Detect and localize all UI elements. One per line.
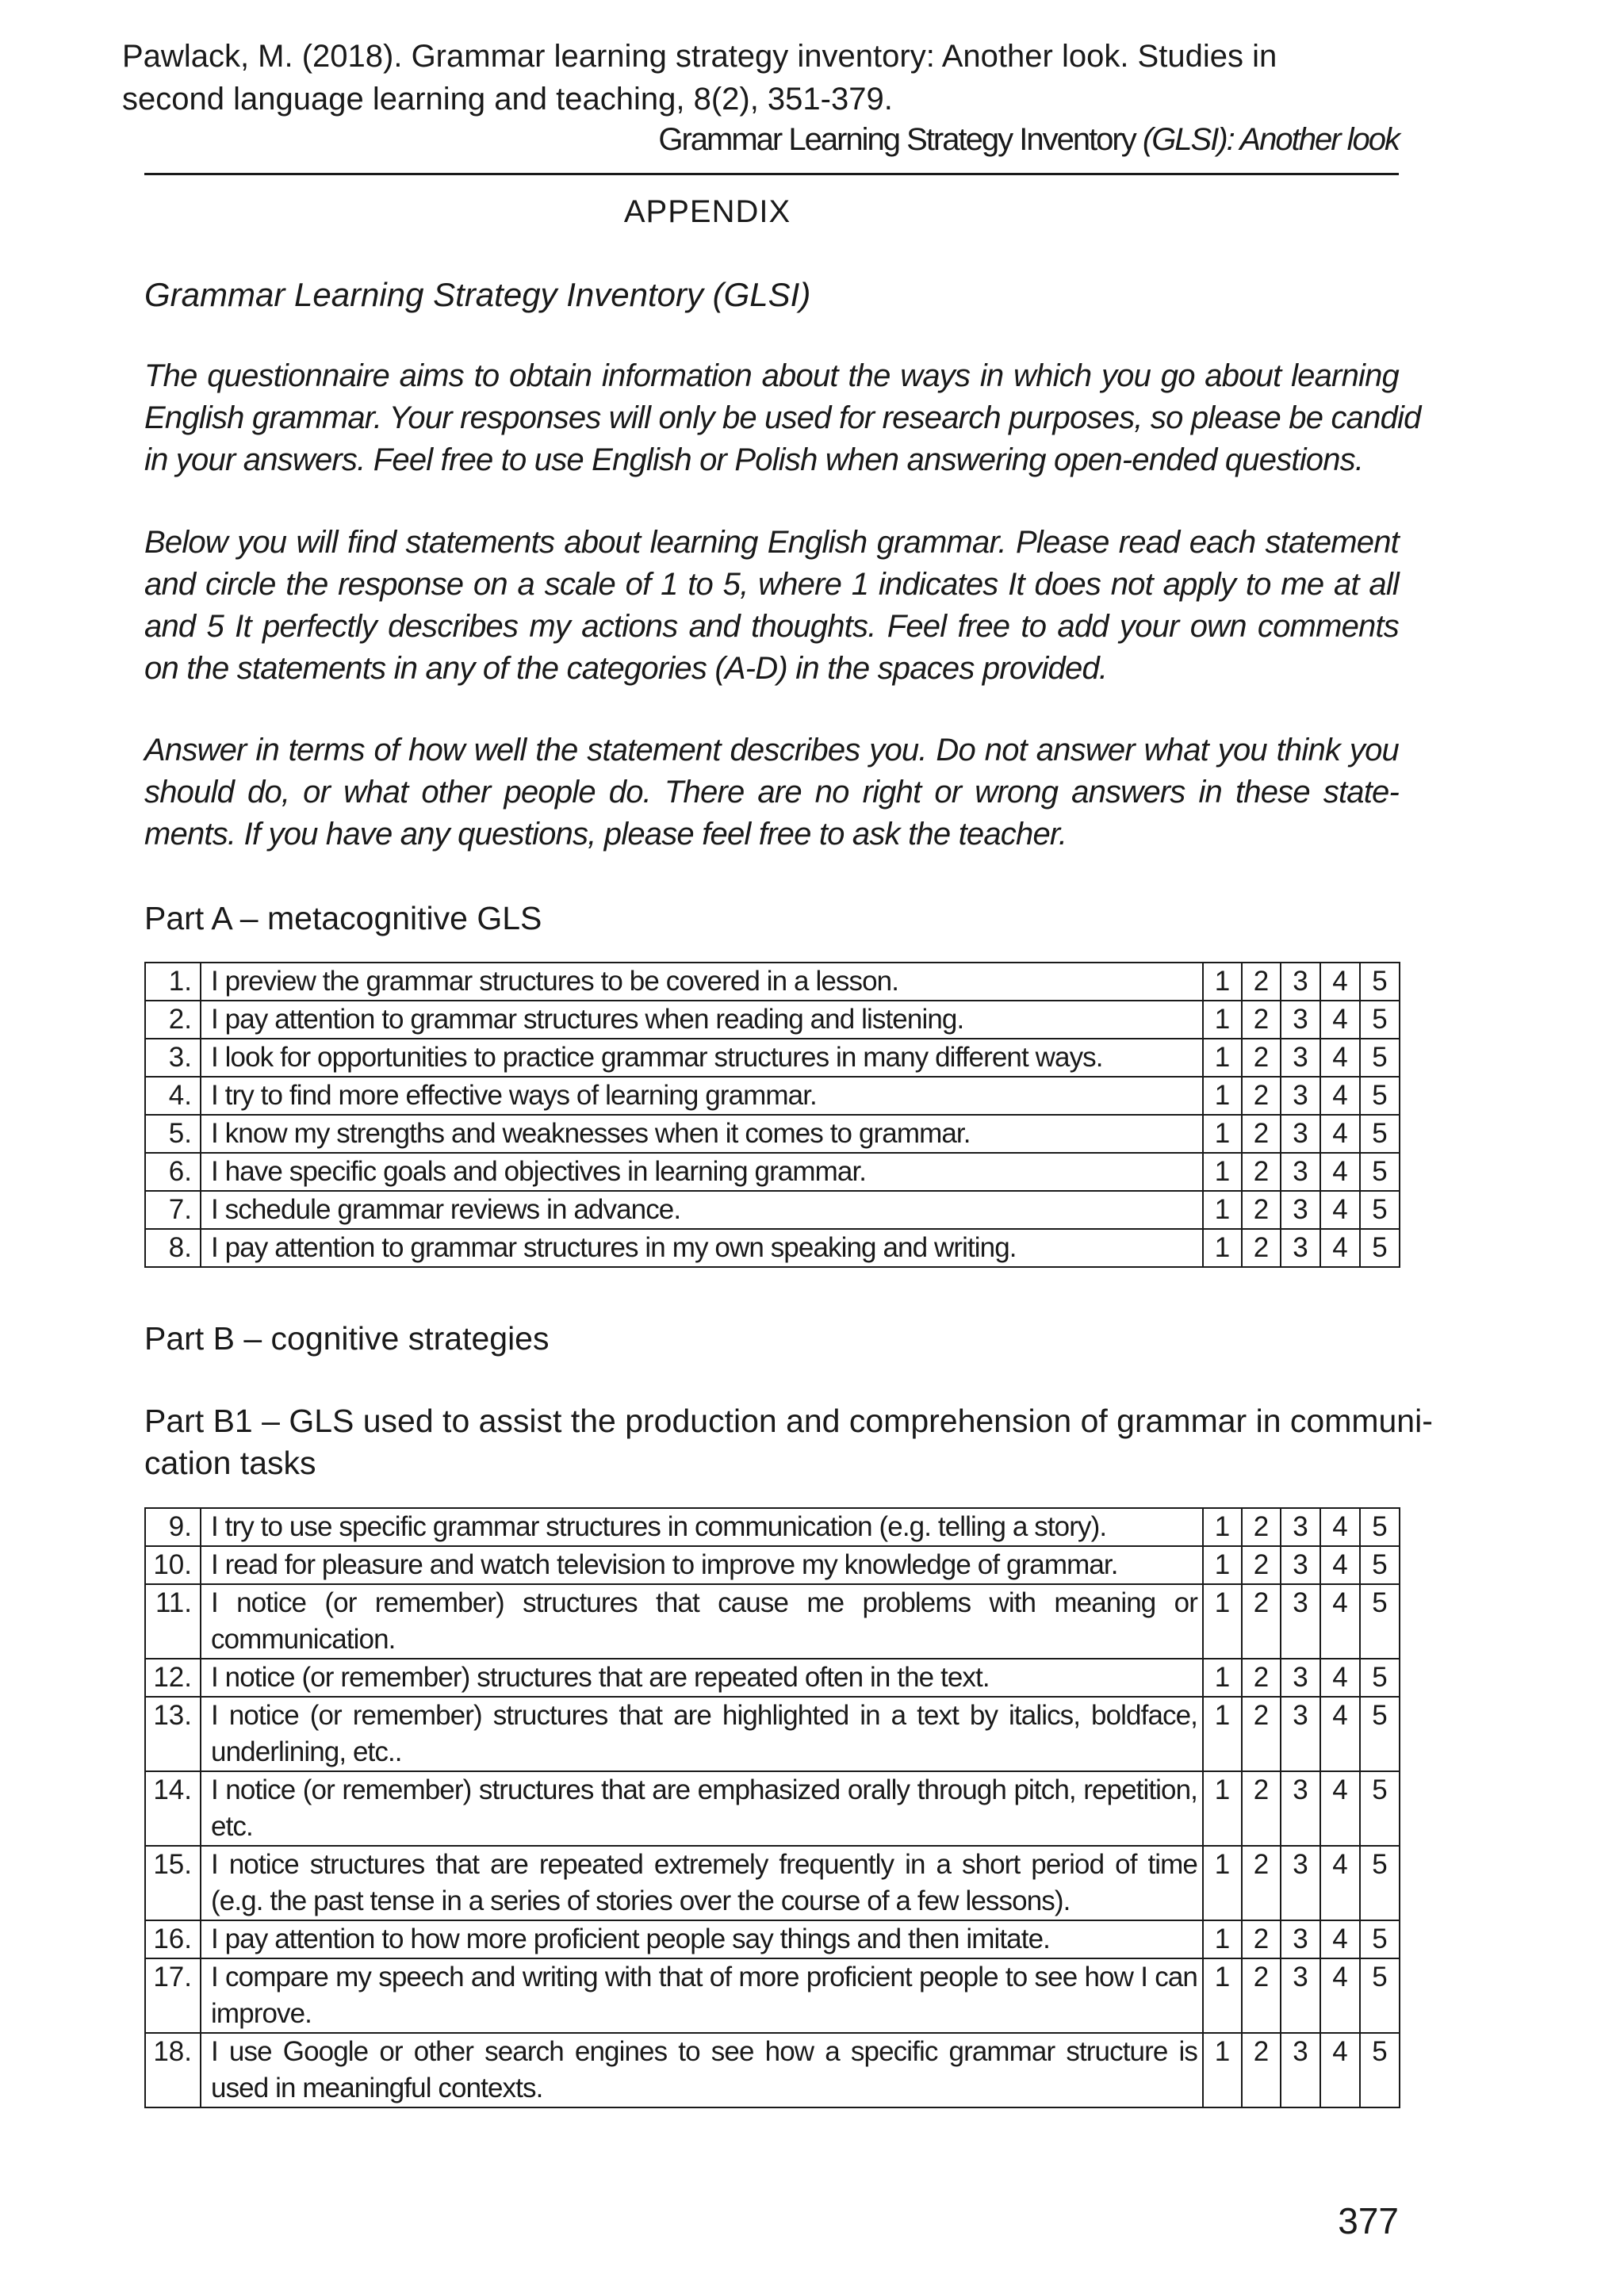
running-head: [658, 122, 1399, 158]
inventory-title: Grammar Learning Strategy Inventory (GLSI): [144, 276, 811, 313]
scale-option-1[interactable]: 1: [1203, 1846, 1242, 1920]
scale-option-5[interactable]: 5: [1360, 1958, 1400, 2033]
scale-option-3[interactable]: 3: [1281, 1153, 1320, 1191]
scale-option-5[interactable]: 5: [1360, 1771, 1400, 1846]
part-a-table: [144, 962, 1400, 1268]
intro-paragraph: [144, 355, 1421, 481]
scale-option-1[interactable]: 1: [1203, 1958, 1242, 2033]
statement-number: 8.: [145, 1229, 201, 1267]
statement-text: I pay attention to how more proficient people say things and then imitate.: [201, 1920, 1203, 1958]
scale-option-2[interactable]: 2: [1242, 1115, 1281, 1153]
scale-option-4[interactable]: 4: [1320, 1546, 1360, 1584]
scale-option-2[interactable]: 2: [1242, 1920, 1281, 1958]
statement-number: 14.: [145, 1771, 201, 1846]
running-head-title-italic: (GLSI): Another look: [1142, 122, 1399, 157]
paragraph-line: English grammar. Your responses will only be used for research purposes, so please be candid: [144, 400, 1421, 435]
scale-option-3[interactable]: 3: [1281, 2033, 1320, 2107]
paragraph-line: in your answers. Feel free to use English or Polish when answering open-ended questions.: [144, 442, 1364, 477]
scale-option-3[interactable]: 3: [1281, 1546, 1320, 1584]
scale-option-1[interactable]: 1: [1203, 2033, 1242, 2107]
scale-option-3[interactable]: 3: [1281, 1584, 1320, 1659]
part-b1-heading-line: cation tasks: [144, 1445, 316, 1481]
statement-text: I notice structures that are repeated extremely frequently in a short period of time (e.g. the past tense in a series of stories over the course of a few lessons).: [201, 1846, 1203, 1920]
scale-option-1[interactable]: 1: [1203, 1115, 1242, 1153]
scale-option-1[interactable]: 1: [1203, 1546, 1242, 1584]
paragraph-line: The questionnaire aims to obtain information about the ways in which you go about learning: [144, 358, 1399, 393]
scale-option-4[interactable]: 4: [1320, 1229, 1360, 1267]
scale-option-5[interactable]: 5: [1360, 1077, 1400, 1115]
scale-option-3[interactable]: 3: [1281, 963, 1320, 1001]
scale-option-5[interactable]: 5: [1360, 963, 1400, 1001]
scale-option-2[interactable]: 2: [1242, 963, 1281, 1001]
scale-option-3[interactable]: 3: [1281, 1508, 1320, 1546]
scale-option-3[interactable]: 3: [1281, 1191, 1320, 1229]
statement-row: [145, 1191, 1400, 1229]
scale-option-3[interactable]: 3: [1281, 1229, 1320, 1267]
scale-option-4[interactable]: 4: [1320, 963, 1360, 1001]
statement-text: I notice (or remember) structures that are emphasized orally through pitch, repetition, etc.: [201, 1771, 1203, 1846]
scale-option-3[interactable]: 3: [1281, 1659, 1320, 1697]
statement-row: [145, 1846, 1400, 1920]
statement-number: 12.: [145, 1659, 201, 1697]
scale-option-4[interactable]: 4: [1320, 1039, 1360, 1077]
scale-option-5[interactable]: 5: [1360, 1846, 1400, 1920]
scale-option-3[interactable]: 3: [1281, 1039, 1320, 1077]
scale-option-5[interactable]: 5: [1360, 1659, 1400, 1697]
scale-option-5[interactable]: 5: [1360, 1115, 1400, 1153]
statement-row: [145, 963, 1400, 1001]
statement-text: I notice (or remember) structures that are repeated often in the text.: [201, 1659, 1203, 1697]
part-b-heading: Part B – cognitive strategies: [144, 1320, 550, 1357]
header-rule: [144, 173, 1399, 175]
statement-row: [145, 1659, 1400, 1697]
scale-option-5[interactable]: 5: [1360, 2033, 1400, 2107]
statement-row: [145, 1001, 1400, 1039]
statement-row: [145, 1115, 1400, 1153]
scale-option-5[interactable]: 5: [1360, 1920, 1400, 1958]
scale-option-3[interactable]: 3: [1281, 1920, 1320, 1958]
paragraph-line: Below you will find statements about learning English grammar. Please read each statement: [144, 525, 1399, 560]
scale-option-3[interactable]: 3: [1281, 1697, 1320, 1771]
scale-option-5[interactable]: 5: [1360, 1001, 1400, 1039]
statement-row: [145, 1039, 1400, 1077]
statement-number: 1.: [145, 963, 201, 1001]
scale-option-2[interactable]: 2: [1242, 1191, 1281, 1229]
statement-row: [145, 1546, 1400, 1584]
statement-text: I preview the grammar structures to be covered in a lesson.: [201, 963, 1203, 1001]
statement-text: I pay attention to grammar structures in my own speaking and writing.: [201, 1229, 1203, 1267]
paragraph-line: on the statements in any of the categories (A-D) in the spaces provided.: [144, 651, 1108, 686]
scale-option-5[interactable]: 5: [1360, 1697, 1400, 1771]
paragraph-line: ments. If you have any questions, please feel free to ask the teacher.: [144, 817, 1067, 852]
scale-option-4[interactable]: 4: [1320, 2033, 1360, 2107]
scale-option-1[interactable]: 1: [1203, 1039, 1242, 1077]
statement-number: 17.: [145, 1958, 201, 2033]
scale-option-2[interactable]: 2: [1242, 1584, 1281, 1659]
scale-option-2[interactable]: 2: [1242, 1077, 1281, 1115]
statement-row: [145, 2033, 1400, 2107]
scale-option-3[interactable]: 3: [1281, 1958, 1320, 2033]
part-b1-heading-line: Part B1 – GLS used to assist the production and comprehension of grammar in communi-: [144, 1403, 1433, 1439]
scale-option-5[interactable]: 5: [1360, 1584, 1400, 1659]
scale-option-2[interactable]: 2: [1242, 1508, 1281, 1546]
part-b1-table: [144, 1507, 1400, 2108]
statement-number: 7.: [145, 1191, 201, 1229]
part-b1-heading: [144, 1400, 1433, 1484]
scale-option-2[interactable]: 2: [1242, 1001, 1281, 1039]
paragraph-line: and circle the response on a scale of 1 to 5, where 1 indicates It does not apply to me at all: [144, 567, 1399, 602]
scale-option-4[interactable]: 4: [1320, 1508, 1360, 1546]
scale-option-3[interactable]: 3: [1281, 1115, 1320, 1153]
statement-row: [145, 1153, 1400, 1191]
scale-option-1[interactable]: 1: [1203, 1191, 1242, 1229]
paragraph-line: and 5 It perfectly describes my actions and thoughts. Feel free to add your own comments: [144, 609, 1399, 644]
statement-text: I try to find more effective ways of learning grammar.: [201, 1077, 1203, 1115]
paragraph-line: Answer in terms of how well the statement describes you. Do not answer what you think you: [144, 733, 1399, 768]
scale-option-2[interactable]: 2: [1242, 1697, 1281, 1771]
statement-text: I use Google or other search engines to see how a specific grammar structure is used in meaningful contexts.: [201, 2033, 1203, 2107]
statement-text: I compare my speech and writing with that of more proficient people to see how I can improve.: [201, 1958, 1203, 2033]
scale-option-5[interactable]: 5: [1360, 1508, 1400, 1546]
scale-option-5[interactable]: 5: [1360, 1229, 1400, 1267]
answer-guidance-paragraph: [144, 729, 1399, 856]
statement-number: 3.: [145, 1039, 201, 1077]
statement-number: 2.: [145, 1001, 201, 1039]
scale-option-1[interactable]: 1: [1203, 1659, 1242, 1697]
citation-line-2: second language learning and teaching, 8(2), 351-379.: [122, 82, 893, 117]
scale-option-4[interactable]: 4: [1320, 1659, 1360, 1697]
scale-option-3[interactable]: 3: [1281, 1001, 1320, 1039]
statement-row: [145, 1771, 1400, 1846]
statement-row: [145, 1697, 1400, 1771]
scale-option-4[interactable]: 4: [1320, 1846, 1360, 1920]
paragraph-line: should do, or what other people do. There are no right or wrong answers in these state-: [144, 775, 1399, 810]
instructions-paragraph: [144, 522, 1399, 690]
statement-row: [145, 1958, 1400, 2033]
statement-number: 5.: [145, 1115, 201, 1153]
scale-option-1[interactable]: 1: [1203, 963, 1242, 1001]
scale-option-1[interactable]: 1: [1203, 1153, 1242, 1191]
statement-number: 10.: [145, 1546, 201, 1584]
part-a-heading: Part A – metacognitive GLS: [144, 900, 542, 936]
statement-text: I notice (or remember) structures that cause me problems with meaning or communication.: [201, 1584, 1203, 1659]
appendix-title: APPENDIX: [623, 194, 791, 229]
scale-option-5[interactable]: 5: [1360, 1153, 1400, 1191]
statement-text: I read for pleasure and watch television to improve my knowledge of grammar.: [201, 1546, 1203, 1584]
statement-row: [145, 1584, 1400, 1659]
statement-row: [145, 1229, 1400, 1267]
scale-option-1[interactable]: 1: [1203, 1697, 1242, 1771]
citation-line-1: Pawlack, M. (2018). Grammar learning strategy inventory: Another look. Studies in: [122, 39, 1277, 74]
scale-option-2[interactable]: 2: [1242, 1958, 1281, 2033]
statement-number: 15.: [145, 1846, 201, 1920]
scale-option-4[interactable]: 4: [1320, 1920, 1360, 1958]
scale-option-1[interactable]: 1: [1203, 1229, 1242, 1267]
scale-option-5[interactable]: 5: [1360, 1546, 1400, 1584]
scale-option-2[interactable]: 2: [1242, 1546, 1281, 1584]
scale-option-1[interactable]: 1: [1203, 1584, 1242, 1659]
statement-number: 6.: [145, 1153, 201, 1191]
statement-row: [145, 1508, 1400, 1546]
scale-option-1[interactable]: 1: [1203, 1508, 1242, 1546]
scale-option-3[interactable]: 3: [1281, 1077, 1320, 1115]
statement-number: 18.: [145, 2033, 201, 2107]
statement-number: 13.: [145, 1697, 201, 1771]
statement-text: I schedule grammar reviews in advance.: [201, 1191, 1203, 1229]
statement-number: 9.: [145, 1508, 201, 1546]
scale-option-2[interactable]: 2: [1242, 1771, 1281, 1846]
scale-option-3[interactable]: 3: [1281, 1771, 1320, 1846]
scale-option-4[interactable]: 4: [1320, 1697, 1360, 1771]
scale-option-4[interactable]: 4: [1320, 1001, 1360, 1039]
scale-option-1[interactable]: 1: [1203, 1001, 1242, 1039]
scale-option-5[interactable]: 5: [1360, 1039, 1400, 1077]
scale-option-4[interactable]: 4: [1320, 1958, 1360, 2033]
scale-option-1[interactable]: 1: [1203, 1771, 1242, 1846]
scale-option-2[interactable]: 2: [1242, 1229, 1281, 1267]
statement-text: I try to use specific grammar structures in communication (e.g. telling a story).: [201, 1508, 1203, 1546]
scale-option-4[interactable]: 4: [1320, 1077, 1360, 1115]
page-number: 377: [1338, 2200, 1399, 2241]
citation: [122, 35, 1423, 121]
scale-option-2[interactable]: 2: [1242, 1659, 1281, 1697]
statement-number: 11.: [145, 1584, 201, 1659]
scale-option-5[interactable]: 5: [1360, 1191, 1400, 1229]
statement-number: 4.: [145, 1077, 201, 1115]
statement-row: [145, 1077, 1400, 1115]
statement-text: I pay attention to grammar structures when reading and listening.: [201, 1001, 1203, 1039]
scale-option-3[interactable]: 3: [1281, 1846, 1320, 1920]
scale-option-1[interactable]: 1: [1203, 1077, 1242, 1115]
statement-text: I know my strengths and weaknesses when it comes to grammar.: [201, 1115, 1203, 1153]
scale-option-2[interactable]: 2: [1242, 1039, 1281, 1077]
statement-text: I notice (or remember) structures that are highlighted in a text by italics, boldface, underlining, etc..: [201, 1697, 1203, 1771]
scale-option-4[interactable]: 4: [1320, 1584, 1360, 1659]
running-head-title: Grammar Learning Strategy Inventory: [658, 122, 1136, 157]
scale-option-1[interactable]: 1: [1203, 1920, 1242, 1958]
scale-option-4[interactable]: 4: [1320, 1771, 1360, 1846]
scale-option-2[interactable]: 2: [1242, 1846, 1281, 1920]
scale-option-4[interactable]: 4: [1320, 1115, 1360, 1153]
scale-option-4[interactable]: 4: [1320, 1191, 1360, 1229]
statement-row: [145, 1920, 1400, 1958]
scale-option-2[interactable]: 2: [1242, 2033, 1281, 2107]
scale-option-4[interactable]: 4: [1320, 1153, 1360, 1191]
statement-number: 16.: [145, 1920, 201, 1958]
scale-option-2[interactable]: 2: [1242, 1153, 1281, 1191]
statement-text: I look for opportunities to practice grammar structures in many different ways.: [201, 1039, 1203, 1077]
statement-text: I have specific goals and objectives in learning grammar.: [201, 1153, 1203, 1191]
